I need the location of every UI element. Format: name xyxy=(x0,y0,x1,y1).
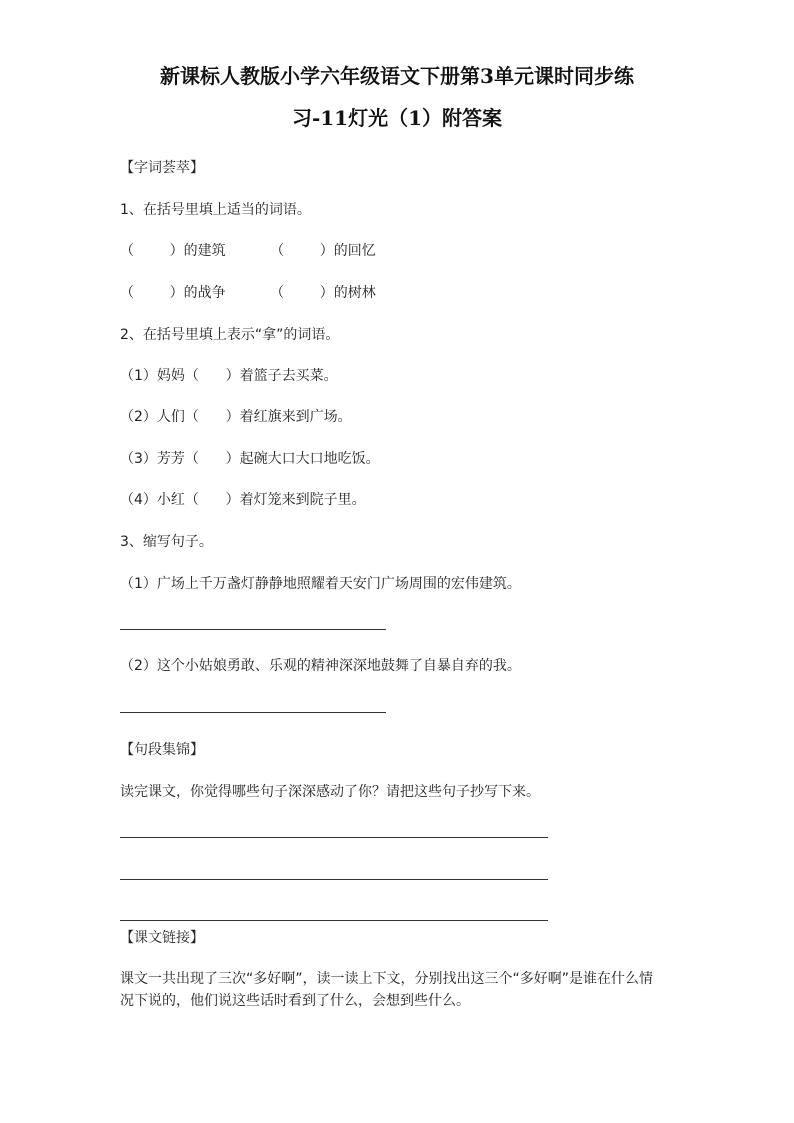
answer-line xyxy=(120,879,548,880)
question-3-prompt: 3、缩写句子。 xyxy=(120,534,213,550)
question-2-prompt: 2、在括号里填上表示“拿”的词语。 xyxy=(120,327,340,343)
passage-prompt: 读完课文，你觉得哪些句子深深感动了你？请把这些句子抄写下来。 xyxy=(120,784,540,800)
question-1-row-1: （ ）的建筑 （ ）的回忆 xyxy=(120,243,376,259)
link-text-line-1: 课文一共出现了三次“多好啊”，读一读上下文，分别找出这三个“多好啊”是谁在什么情 xyxy=(120,971,654,987)
answer-line xyxy=(120,920,548,921)
answer-line xyxy=(120,629,386,630)
section-heading-passage: 【句段集锦】 xyxy=(120,742,204,758)
section-heading-link: 【课文链接】 xyxy=(120,930,204,946)
question-3-item-2: （2）这个小姑娘勇敢、乐观的精神深深地鼓舞了自暴自弃的我。 xyxy=(120,658,521,674)
question-1-row-2: （ ）的战争 （ ）的树林 xyxy=(120,285,376,301)
question-2-item-4: （4）小红（ ）着灯笼来到院子里。 xyxy=(120,492,366,508)
document-title-line-1: 新课标人教版小学六年级语文下册第3单元课时同步练 xyxy=(160,64,634,88)
question-1-prompt: 1、在括号里填上适当的词语。 xyxy=(120,202,311,218)
link-text-line-2: 况下说的，他们说这些话时看到了什么，会想到些什么。 xyxy=(120,993,470,1009)
question-2-item-3: （3）芳芳（ ）起碗大口大口地吃饭。 xyxy=(120,451,380,467)
section-heading-words: 【字词荟萃】 xyxy=(120,160,204,176)
question-3-item-1: （1）广场上千万盏灯静静地照耀着天安门广场周围的宏伟建筑。 xyxy=(120,576,521,592)
question-2-item-2: （2）人们（ ）着红旗来到广场。 xyxy=(120,409,352,425)
question-2-item-1: （1）妈妈（ ）着篮子去买菜。 xyxy=(120,368,338,384)
document-title-line-2: 习-11灯光（1）附答案 xyxy=(291,106,503,130)
answer-line xyxy=(120,837,548,838)
answer-line xyxy=(120,712,386,713)
